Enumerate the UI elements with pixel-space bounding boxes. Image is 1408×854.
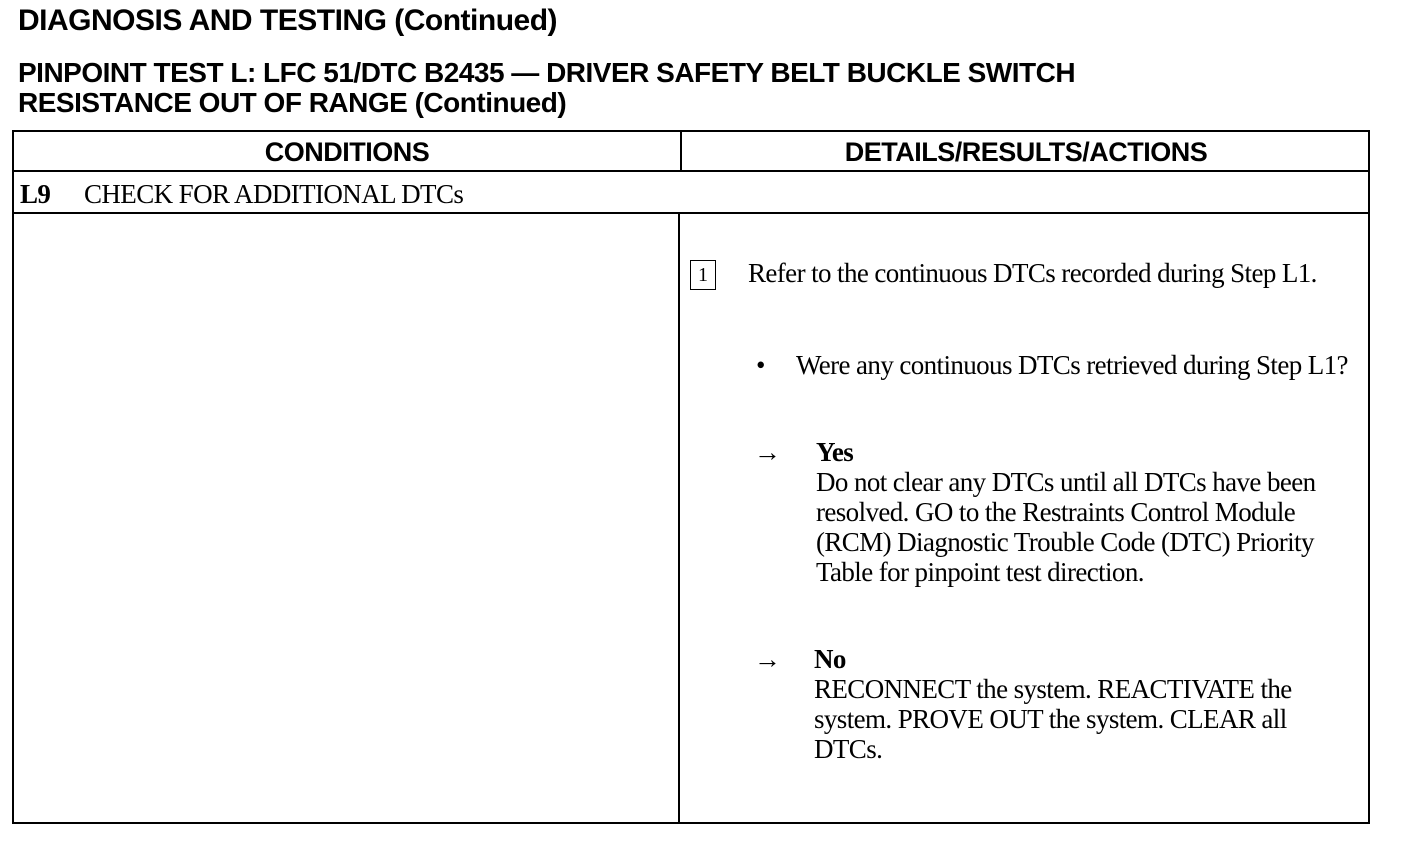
no-arrow-icon: →: [754, 644, 781, 674]
pinpoint-test-table: [12, 130, 1370, 824]
no-label: No: [814, 644, 846, 674]
yes-action-text: Do not clear any DTCs until all DTCs have been resolved. GO to the Restraints Control Module (RCM) Diagnostic Trouble Code (DTC) Priority Table for pinpoint test direction.: [816, 467, 1316, 587]
pinpoint-test-title-line-1: PINPOINT TEST L: LFC 51/DTC B2435 — DRIVER SAFETY BELT BUCKLE SWITCH: [18, 57, 1076, 88]
page-title: DIAGNOSIS AND TESTING (Continued): [18, 4, 558, 37]
pinpoint-test-title: [18, 58, 1075, 118]
conditions-header: CONDITIONS: [264, 137, 430, 167]
bullet-icon: •: [756, 350, 765, 380]
no-action-text: RECONNECT the system. REACTIVATE the system. PROVE OUT the system. CLEAR all DTCs.: [814, 674, 1292, 764]
step-title: CHECK FOR ADDITIONAL DTCs: [84, 179, 464, 209]
step-id: L9: [20, 179, 51, 209]
step-row: [20, 179, 463, 209]
yes-label: Yes: [816, 437, 854, 467]
body-column-divider: [678, 214, 680, 824]
step-row-divider: [14, 212, 1368, 214]
question-text: Were any continuous DTCs retrieved during Step L1?: [796, 350, 1348, 380]
step-number-box: 1: [690, 260, 716, 290]
instruction-text: Refer to the continuous DTCs recorded during Step L1.: [748, 258, 1317, 288]
yes-arrow-icon: →: [754, 437, 781, 467]
pinpoint-test-title-line-2: RESISTANCE OUT OF RANGE (Continued): [18, 87, 567, 118]
header-divider: [14, 170, 1368, 172]
details-results-actions-header: DETAILS/RESULTS/ACTIONS: [844, 137, 1208, 167]
header-column-divider: [680, 132, 682, 172]
